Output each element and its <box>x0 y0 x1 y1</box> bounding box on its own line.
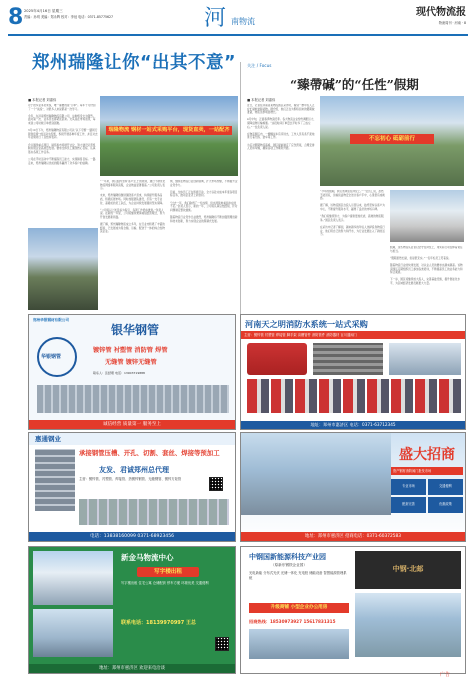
ad6-phone: 招商热线：18530973927 15617831315 <box>249 619 336 624</box>
ad6-park-image <box>355 593 461 657</box>
ad4-footer: 地址：郑州市惠济区 招商电话：0371-60372583 <box>241 532 465 541</box>
ad6-title: 中钢国新能源科技产业园 <box>249 553 326 561</box>
editor-line: 责编：孙玥 美编：郑永辉 校对：李冠 电话：0371-85775627 <box>24 15 114 19</box>
ad-xinjinma <box>28 546 236 674</box>
ad3-pipes-image <box>35 449 75 511</box>
ad1-footer: 诚信经营 质量第一 服务至上 <box>29 420 235 429</box>
ad4-building-image <box>241 433 391 515</box>
ad3-logo: 惠通钢业 <box>35 435 61 443</box>
ad6-logo-bg <box>355 551 461 589</box>
ad-huitong-steel <box>28 432 236 542</box>
ad5-building-image <box>33 551 113 605</box>
ad4-stats <box>391 479 463 513</box>
feature-headline: “臻帶碱”的“任性”假期 <box>290 77 419 92</box>
column-divider <box>240 62 241 314</box>
ad-zhonggang <box>240 546 466 674</box>
ad3-qr-icon <box>209 477 223 491</box>
ad1-brand-sub: 华银钢管 <box>41 354 62 360</box>
ad5-complex-image <box>33 609 113 657</box>
ad6-sub: （原新东钢铁企业园） <box>271 563 307 567</box>
ad1-contact: 联系人：张经理 电话：13903719888 <box>93 371 145 375</box>
header-rule <box>8 34 468 36</box>
ad6-logo: 中钢·北邮 <box>392 565 424 573</box>
ad3-lines: 主营：镀锌管、衬塑管、焊接管、热镀锌钢管、无缝钢管、镀锌方矩管 <box>79 477 182 481</box>
feature-kicker: 关注 / Focus <box>247 63 272 68</box>
ad2-footer: 地址：郑州市惠济区 电话：0371-63712345 <box>241 421 465 429</box>
lead-body-col2: “一年来，我们始终坚持‘客户至上’的原则，通过不断优化物流网络和服务流程，企业效益显著提高。”公司负责人表示。 未来，郑州瑞隆将继续围绕客户需求，持续提升服务品质，积极拓展市场。同时加强团队建设，打造一支专业化、高素质的员工队伍，为企业持续发展提供坚实保障。 “公司将以上述目标为指引，各项工作稳步推进。”负责人说。在新的一年里，公司将继续秉承诚信经营理念，努力开创发展新局面。 据了解，郑州瑞隆物流成立多年，在行业内积累了丰富的经验，已发展成为集仓储、运输、配送于一体的综合性物流企业。 <box>100 180 166 234</box>
page-number: 8 <box>8 5 24 30</box>
lead-photo-banner: 瑞隆物流 钢材一站式采购平台，现货直卖，一站配齐 <box>106 126 232 135</box>
feature-reporter: ■ 本报记者 刘嘉伟 <box>247 98 276 102</box>
logo-sub: 物流周刊 · 河南 · 8 <box>438 21 466 25</box>
lead-body-col3: 例，继续在物流行业创新领域，扩大市场份额，不断提升企业竞争力。 目前，全体员工正在积极行动，全力以赴完成本年度各项目标任务，推动企业迈上新台阶。 “过去一年，我们取得了一些成绩，但也清楚地看到存在的不足。”负责人表示，新的一年，公司将认真总结经验，针对问题制定整改措施。 随着物流行业竞争日益激烈，郑州瑞隆将不断加强管理创新和技术创新，努力实现企业的跨越式发展。 <box>170 180 238 223</box>
feature-photo-banner: 不忘初心 砥砺前行 <box>350 134 434 144</box>
ad4-stat: 优惠政策 <box>428 497 463 513</box>
ad1-line2: 无缝管 镀锌无缝管 <box>105 359 157 366</box>
ad2-categories: 主营：镀锌管 衬塑管 焊接管 脚手架 沟槽管件 消防管件 消防器材 百川通阀门 <box>244 333 357 337</box>
ad-tianzhiming <box>240 314 466 430</box>
lead-photo <box>100 96 238 176</box>
ad6-aerial-image <box>249 629 349 659</box>
ad1-line1: 镀锌管 衬塑管 消防管 焊管 <box>93 347 168 354</box>
feature-photo <box>320 96 464 186</box>
ad4-stat: 专业市场 <box>391 479 426 495</box>
newspaper-logo: 现代物流报 <box>416 7 466 18</box>
boat-photo <box>390 190 464 242</box>
page-footer-ad-label: 广告 <box>440 672 451 678</box>
ad3-footer: 电话：13838160099 0371-68923456 <box>29 532 235 541</box>
ad4-sub: 资产钢材消防阀门批发市场 <box>393 469 432 473</box>
ad5-title: 新金马物流中心 <box>121 553 174 562</box>
date-line: 2025年4月16日 星期三 <box>24 9 63 13</box>
section-char: 河 <box>204 6 227 31</box>
ad2-crane-image <box>389 343 461 375</box>
ad5-phone: 联系电话：18139970997 王总 <box>121 620 197 626</box>
ad1-pipes-image <box>37 385 229 413</box>
ad-shengda <box>240 432 466 542</box>
ad1-company-tag: 郑州华银钢材有限公司 <box>33 318 69 322</box>
ad5-lines: 写字楼出租 住宅公寓 仓储配套 停车方便 环境优美 交通便利 <box>121 581 209 585</box>
ad5-badge-bg <box>137 567 199 577</box>
feature-body-col1: 近日，记者在河南省某物流园区采访时，看到一群年轻人正在忙碌地装卸货物。据介绍，他们正在为即将到来的假期做准备，物流需求明显增长。 4月中旬，正值春季物流旺季。各大物流企业纷纷调配运力，保障货物运输畅通。“这段时间订单量比平时多了三成左右。”一位负责人说。 在物流园区内，一辆辆货车有序进出，工作人员有条不紊地进行着分拣、装车等工作。 为应对假期物流高峰，园区提前制定了应急预案，合理安排人员和车辆，确保各项工作顺利开展。 <box>247 104 317 151</box>
ad1-name: 银华钢管 <box>111 323 160 337</box>
ad3-title: 承接钢管压槽、开孔、切割、套丝、焊接等预加工 <box>79 449 220 457</box>
ad2-valves-image <box>247 379 461 413</box>
ad5-qr-icon <box>215 637 229 651</box>
ad4-title: 盛大招商 <box>399 447 455 463</box>
ad6-badge-bg <box>249 603 349 613</box>
lead-body-col1: 对于很多业务员来说，唯一重要的是“订单”。每年十月份到了一个“战役”，对很多人来说都是一次学习。 今年，在河南郑州瑞隆物流有限公司，这种感受尤为强烈。面对第一次、业务员也都紧张起来。尤其是在市场连续，每来到公司时候订单感到困难。 3月10日下午，郑州瑞隆物流有限公司以“以下专题‘一路同行锁创佳绩’”的活动为契机，积极开展各种年度工作，并且对去年业绩进行了总结和表彰。 会议围绕重点项目、销售和市场展开讨论，努力建设运营机制实现企业高质量发展。要求全体员工围绕核心目标，认真落实各项工作任务。 公司在平时活动中不断提高员工能力，实现销售目标。一路走来，郑州瑞隆以优质的服务赢得了众多客户的信赖。 <box>28 104 98 165</box>
ad2-category-bar <box>241 331 465 339</box>
section-name: 南物流 <box>231 17 255 26</box>
ad6-lines: 光电新能 分布式光伏 光储一体化 充电桩 储能设备 智慧能源管理系统 <box>249 571 347 580</box>
ad2-title: 河南天之明消防水系统一站式采购 <box>245 319 368 329</box>
ad4-stat: 配套完善 <box>391 497 426 513</box>
ad4-stat: 交通便利 <box>428 479 463 495</box>
ad3-sub: 友发、君诚郑州总代理 <box>99 466 169 474</box>
ad5-badge: 写字楼出租 <box>154 569 182 575</box>
feature-body-col2: “今年的假期，我们选择留在岗位上。”一位员工说，虽然不能回家，但看到货物安全送达客户手中，心里很有成就感。 据了解，该物流园区自投入运营以来，始终坚持以客户为中心，不断提升服务水平，赢得了良好的市场口碑。 “我们将继续努力，为客户提供更加优质、高效的物流服务。”园区负责人表示。 在采访中记者了解到，越来越多的年轻人选择投身物流行业，他们用自己的努力和汗水，为行业发展注入了新的活力。 <box>320 190 385 237</box>
ad5-footer: 地址：郑州市惠济区 欢迎来电洽谈 <box>29 664 235 673</box>
ad4-sub-bar <box>391 467 463 475</box>
ad6-badge: 升级商铺 小型企业办公用房 <box>270 605 328 610</box>
ad2-pipes-image <box>313 343 383 375</box>
feature-body-col3: 假期，这些物流从业者们坚守在岗位上，用实际行动诠释着责任与担当。 “假期虽然忙碌，但是很充实。”一名年轻员工笑着说。 随着物流行业的快速发展，对从业人员的要求也越来越高。该物流园区定期组织员工参加各类培训，不断提高员工的业务能力和综合素质。 下一步，园区将继续加大投入，完善基础设施，提升智能化水平，为区域经济发展贡献更大力量。 <box>390 246 463 285</box>
ad3-product-image <box>79 499 229 525</box>
ad-yinhua-steel <box>28 314 236 430</box>
lead-headline: 郑州瑞隆让你“出其不意” <box>32 53 237 73</box>
group-photo <box>28 228 98 310</box>
ad2-pump-image <box>247 343 307 375</box>
lead-reporter: ■ 本报记者 刘嘉伟 <box>28 98 57 102</box>
